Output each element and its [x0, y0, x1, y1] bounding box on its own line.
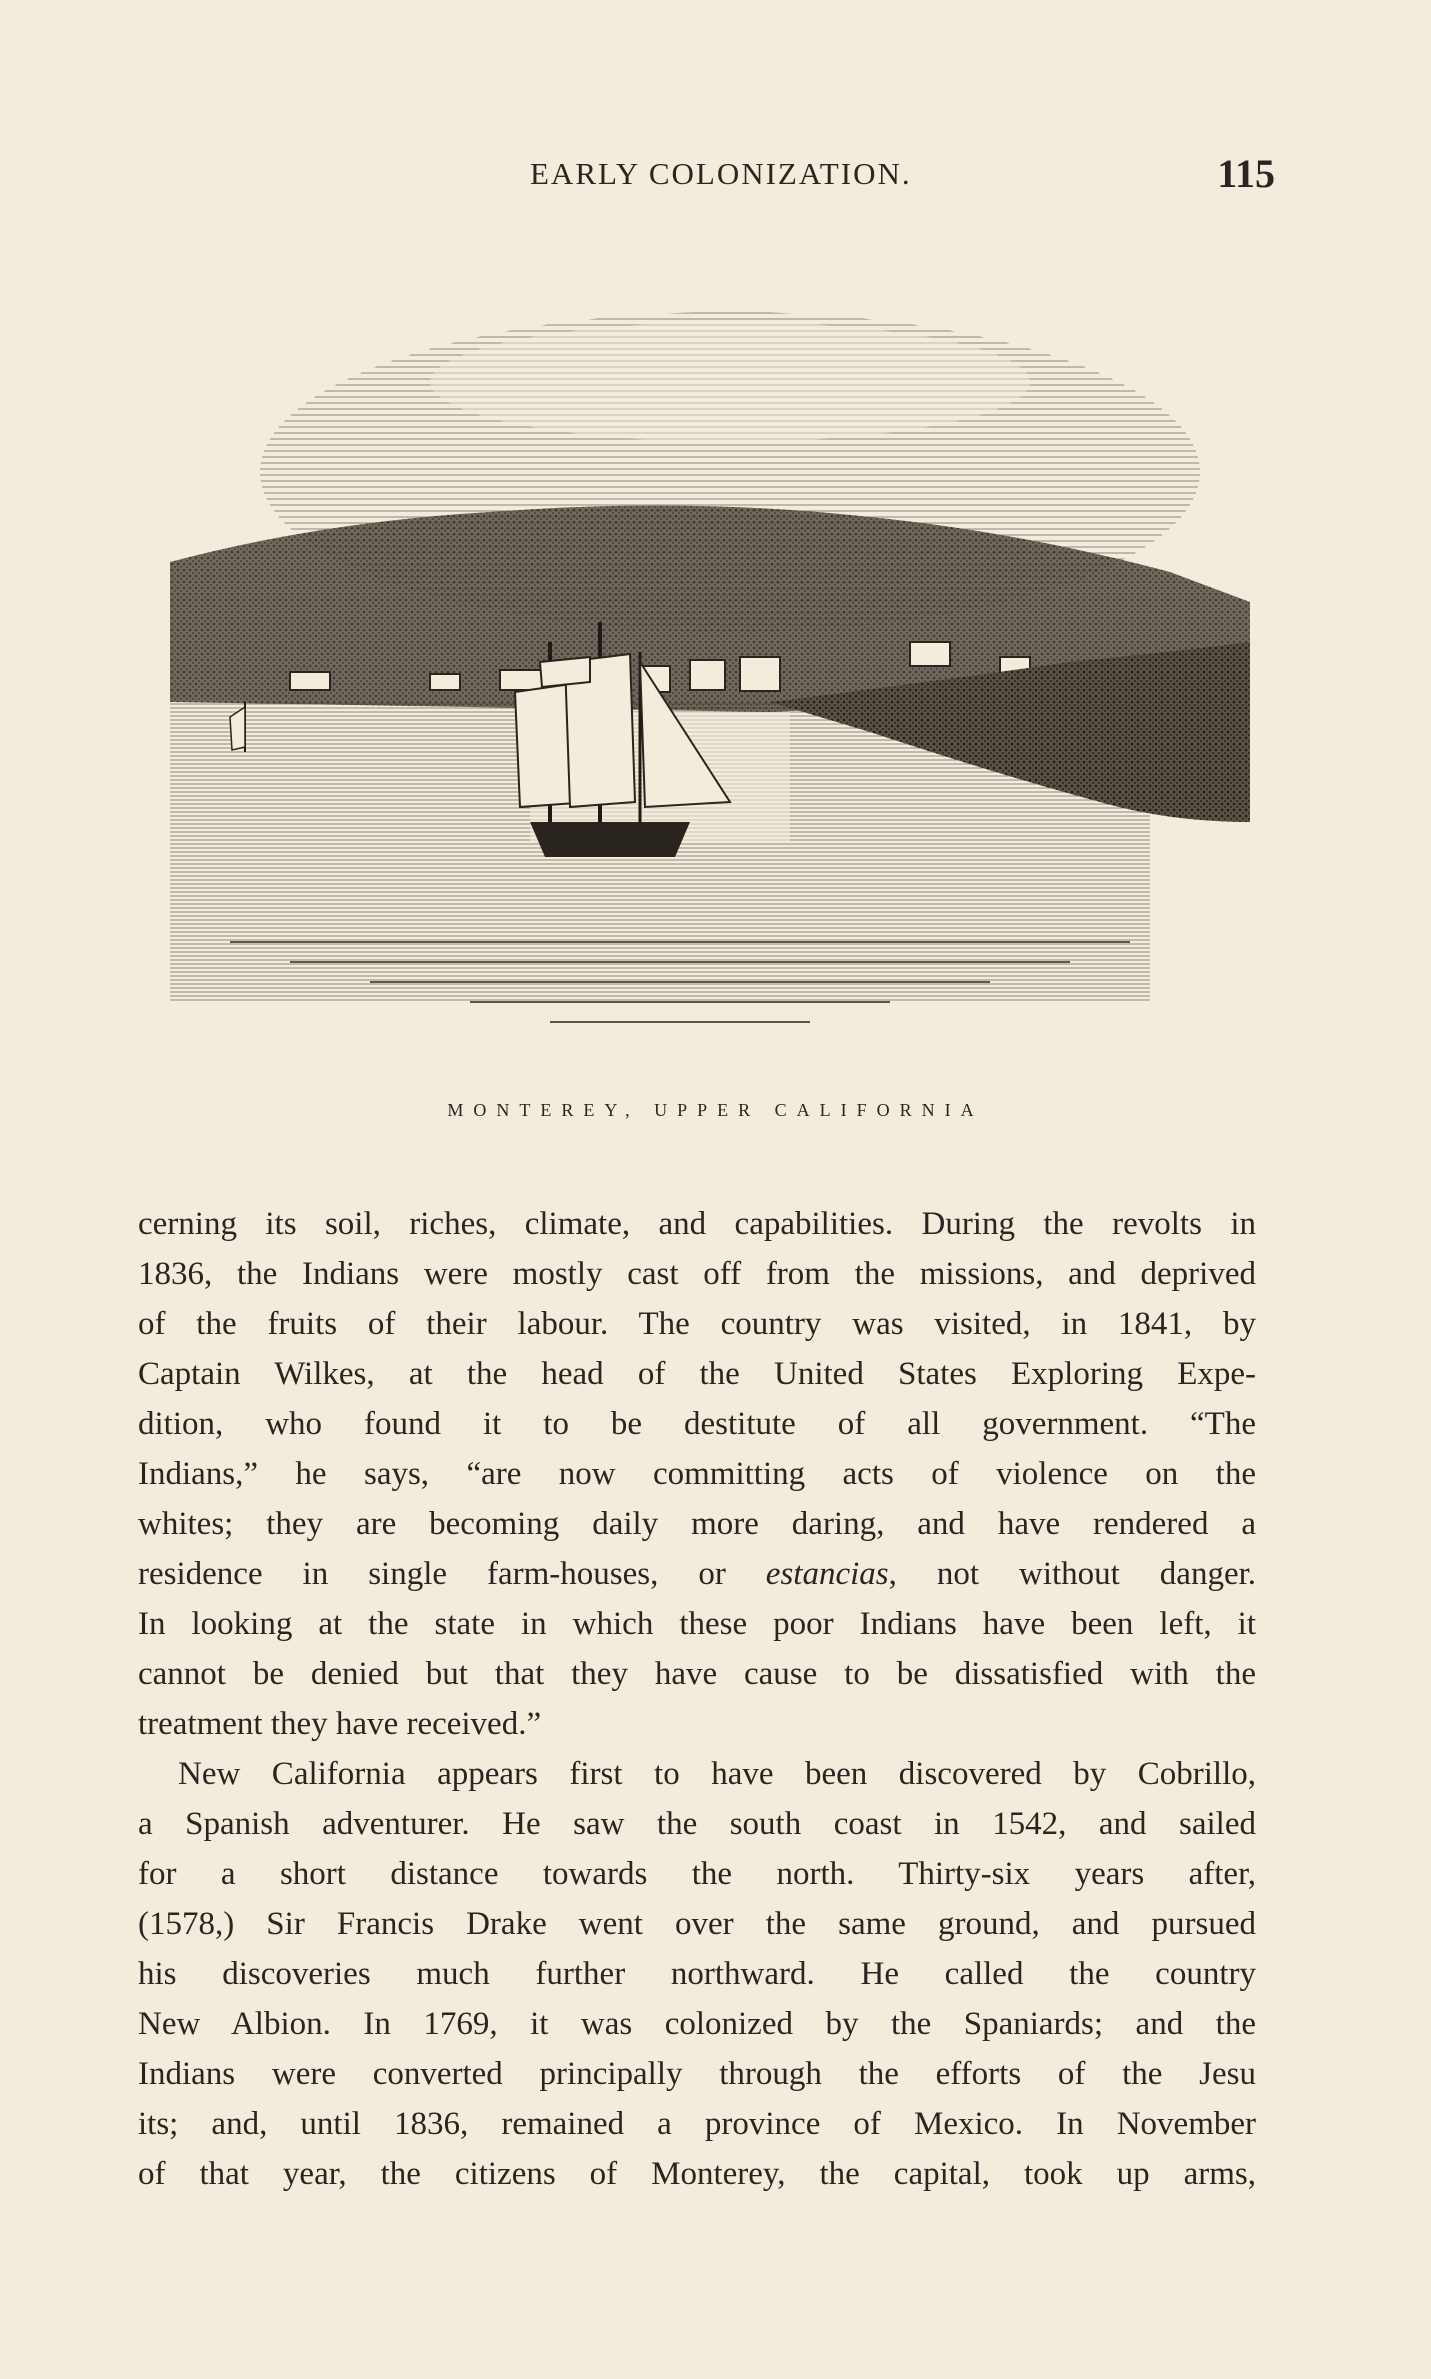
paragraph-start: New California appears first to have been discovered by Cobrillo,: [178, 1756, 1256, 1792]
text-line: In looking at the state in which these poor Indians have been left, it: [138, 1606, 1256, 1642]
italic-term: estancias: [765, 1556, 889, 1592]
text-line: Indians were converted principally through the efforts of the Jesu: [138, 2056, 1256, 2092]
text-line: whites; they are becoming daily more daring, and have rendered a: [138, 1506, 1256, 1542]
page-number: 115: [1217, 151, 1275, 196]
text-line-with-italic: [138, 1549, 1256, 1599]
monterey-engraving: [170, 262, 1250, 1082]
text-line: for a short distance towards the north. Thirty-six years after,: [138, 1856, 1256, 1892]
text-line: Indians,” he says, “are now committing acts of violence on the: [138, 1456, 1256, 1492]
text-line: 1836, the Indians were mostly cast off from the missions, and deprived: [138, 1256, 1256, 1292]
text-fragment: , not without danger.: [888, 1556, 1256, 1592]
running-head: EARLY COLONIZATION.: [530, 156, 912, 191]
text-line: cerning its soil, riches, climate, and capabilities. During the revolts in: [138, 1206, 1256, 1242]
text-line: treatment they have received.”: [138, 1706, 542, 1742]
text-fragment: residence in single farm-houses, or: [138, 1556, 766, 1592]
page-header: [530, 150, 1280, 200]
text-line: New Albion. In 1769, it was colonized by the Spaniards; and the: [138, 2006, 1256, 2042]
text-line: of the fruits of their labour. The country was visited, in 1841, by: [138, 1306, 1256, 1342]
text-line: cannot be denied but that they have cause to be dissatisfied with the: [138, 1656, 1256, 1692]
text-line: its; and, until 1836, remained a province of Mexico. In November: [138, 2106, 1256, 2142]
figure-caption: MONTEREY, UPPER CALIFORNIA: [447, 1100, 984, 1120]
text-line: a Spanish adventurer. He saw the south coast in 1542, and sailed: [138, 1806, 1256, 1842]
body-text: [138, 1199, 1256, 2199]
text-line: (1578,) Sir Francis Drake went over the same ground, and pursued: [138, 1906, 1256, 1942]
text-line: his discoveries much further northward. He called the country: [138, 1956, 1256, 1992]
text-line: dition, who found it to be destitute of all government. “The: [138, 1406, 1256, 1442]
text-line: of that year, the citizens of Monterey, the capital, took up arms,: [138, 2156, 1256, 2192]
text-line: Captain Wilkes, at the head of the United States Exploring Expe-: [138, 1356, 1256, 1392]
